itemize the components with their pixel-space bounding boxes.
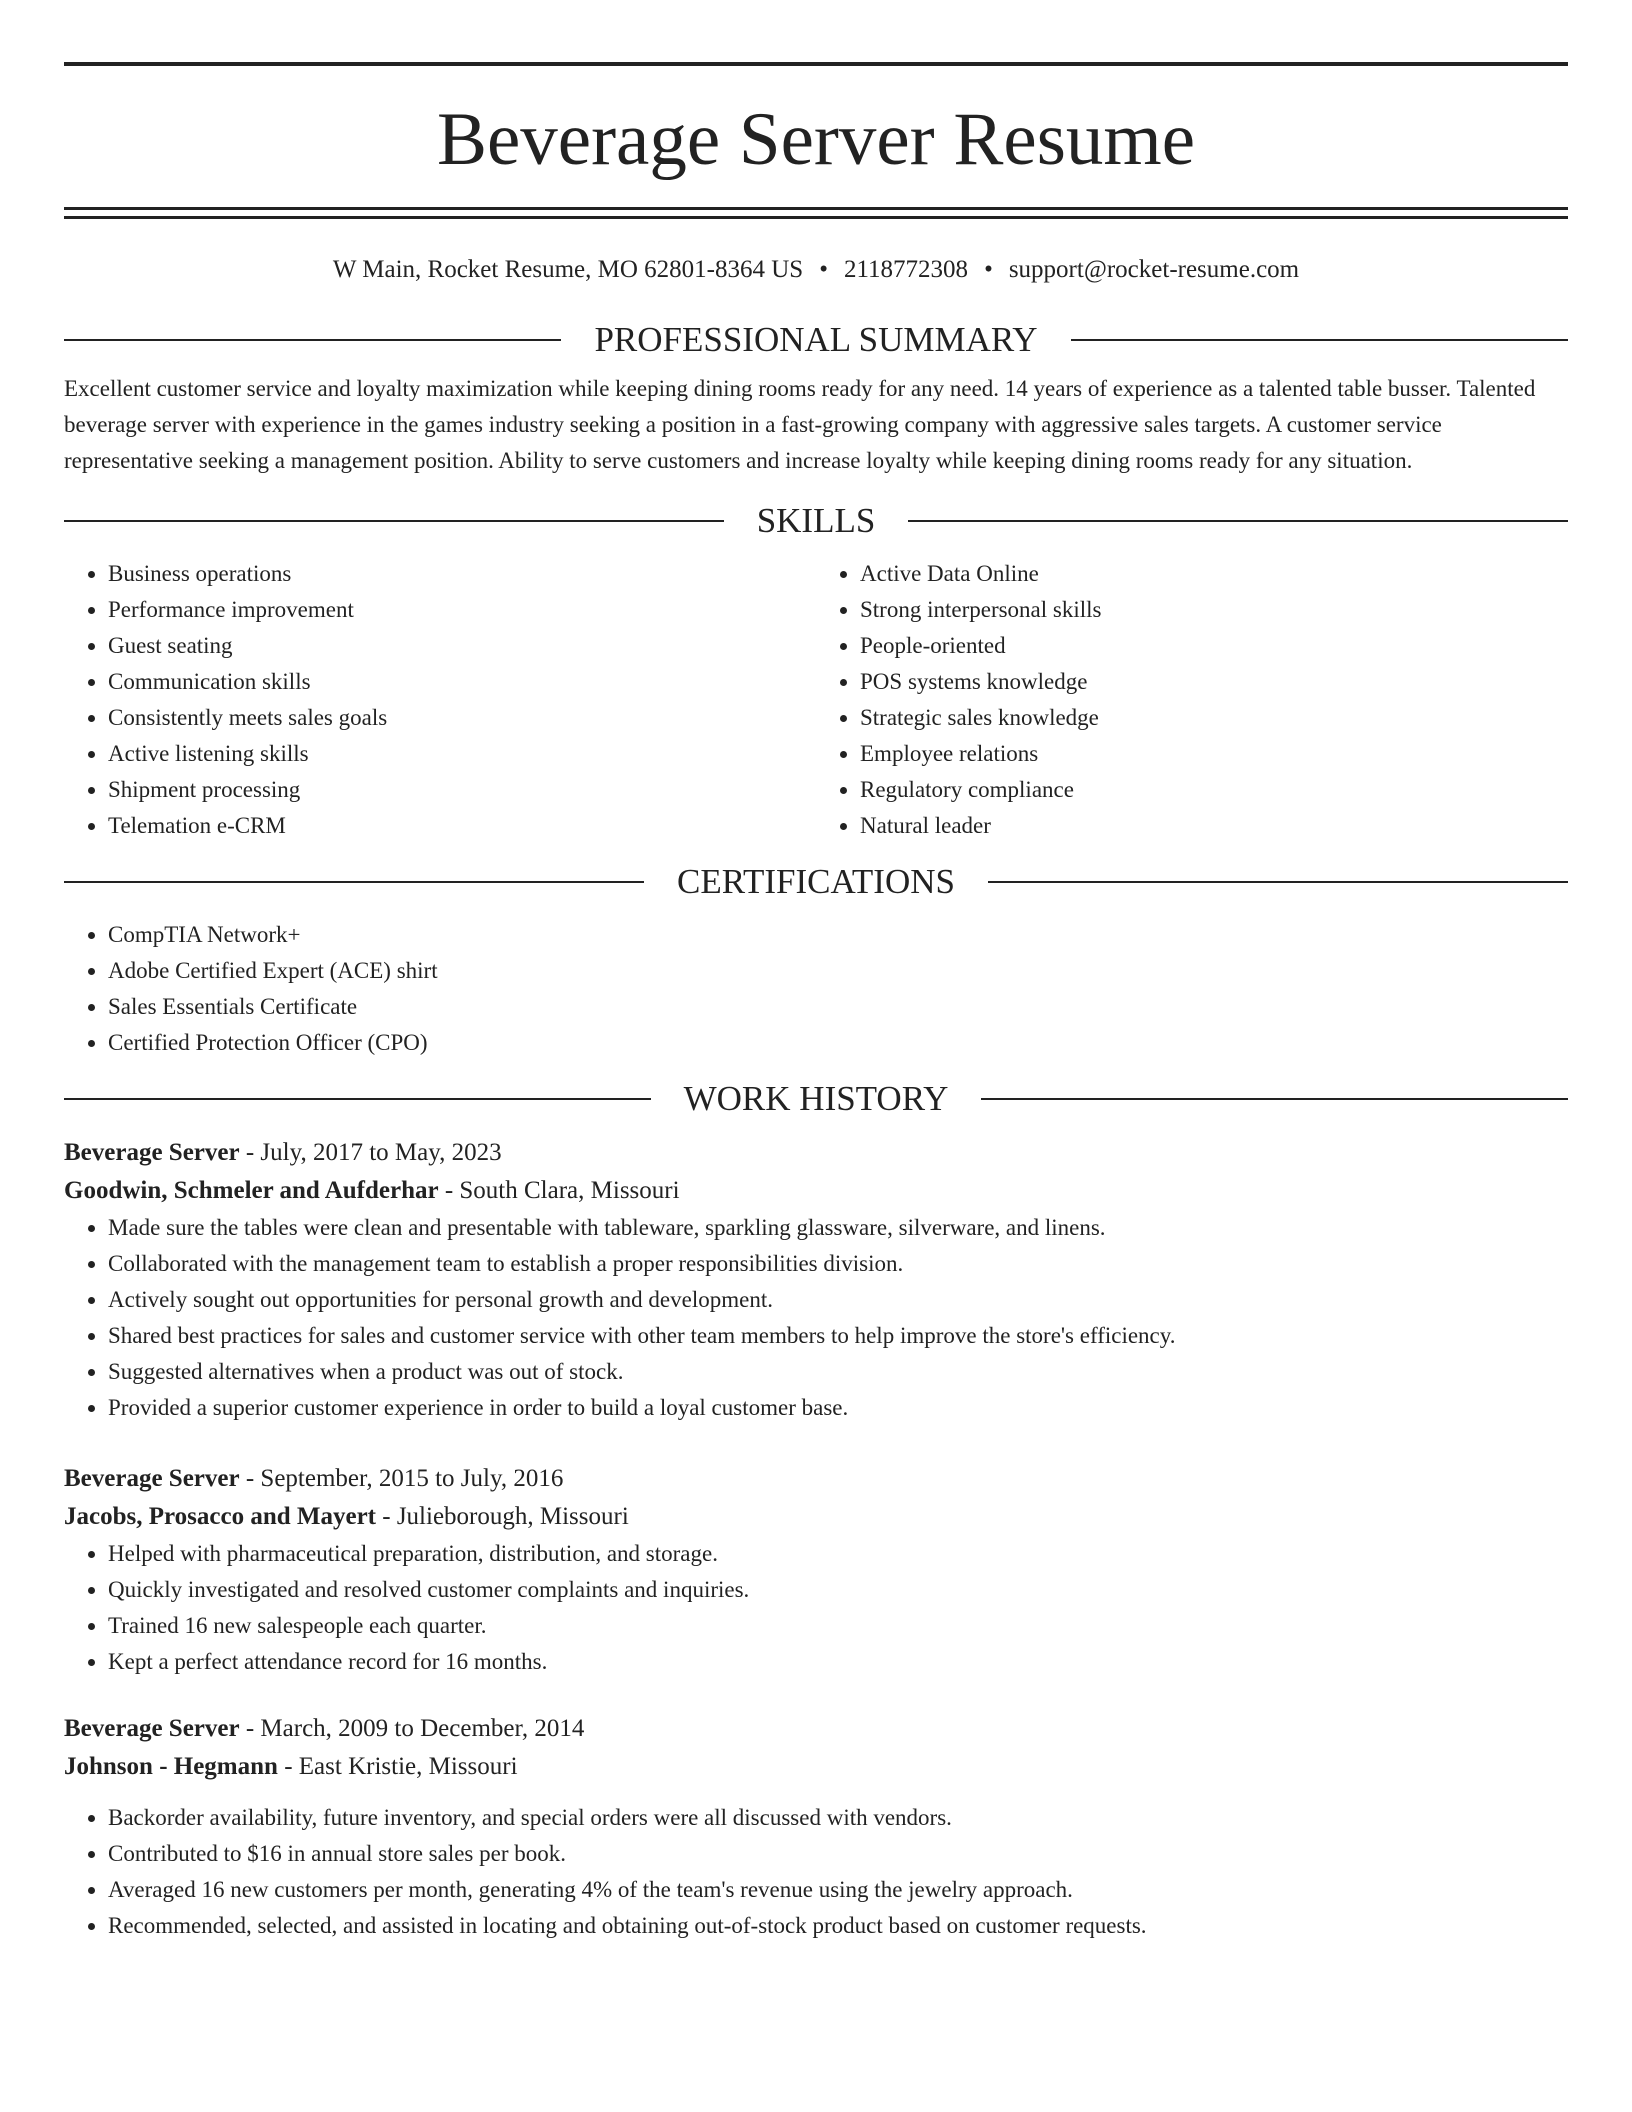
list-item: • Kept a perfect attendance record for 16 months. [108, 1644, 1568, 1680]
list-item: • Trained 16 new salespeople each quarter. [108, 1608, 1568, 1644]
contact-address: W Main, Rocket Resume, MO 62801-8364 US [332, 256, 804, 283]
resume-title: Beverage Server Resume [436, 98, 1196, 181]
list-item: • Recommended, selected, and assisted in locating and obtaining out-of-stock product based on customer requests. [108, 1908, 1568, 1944]
contact-line [64, 257, 1568, 282]
certifications-heading: CERTIFICATIONS [64, 864, 1568, 899]
job-title: Beverage Server [64, 1139, 240, 1166]
job-company-line [64, 1748, 1568, 1786]
job-entry [64, 1134, 1568, 1426]
summary-text: Excellent customer service and loyalty maximization while keeping dining rooms ready for any need. 14 years of experience as a talented table busser. Talented beverage server with experience in the games industry seeking a position in a fast-growing company with aggressive sales targets. A customer service representative seeking a management position. Ability to serve customers and increase loyalty while keeping dining rooms ready for any situation. [64, 376, 1536, 473]
list-item: • Shipment processing [108, 772, 816, 808]
job-title-line [64, 1710, 1568, 1748]
list-item: • Natural leader [860, 808, 1568, 844]
list-item: • Provided a superior customer experience in order to build a loyal customer base. [108, 1390, 1568, 1426]
skills-list [64, 556, 1568, 844]
job-company: Goodwin, Schmeler and Aufderhar [64, 1177, 439, 1204]
job-company: Johnson - Hegmann [64, 1753, 278, 1780]
job-entry [64, 1460, 1568, 1680]
list-item: • Guest seating [108, 628, 816, 664]
job-company-line [64, 1498, 1568, 1536]
job-title-line [64, 1134, 1568, 1172]
job-dates: - July, 2017 to May, 2023 [239, 1139, 502, 1166]
list-item: • Actively sought out opportunities for personal growth and development. [108, 1282, 1568, 1318]
list-item: • Helped with pharmaceutical preparation, distribution, and storage. [108, 1536, 1568, 1572]
list-item: • POS systems knowledge [860, 664, 1568, 700]
list-item: • Telemation e-CRM [108, 808, 816, 844]
list-item: • Contributed to $16 in annual store sales per book. [108, 1836, 1568, 1872]
list-item: • People-oriented [860, 628, 1568, 664]
list-item: • Active Data Online [860, 556, 1568, 592]
job-title-line [64, 1460, 1568, 1498]
skills-left-column [64, 556, 816, 844]
list-item: • Active listening skills [108, 736, 816, 772]
job-duties [64, 1536, 1568, 1680]
list-item: • Regulatory compliance [860, 772, 1568, 808]
certifications-list [64, 917, 1568, 1061]
list-item: • Performance improvement [108, 592, 816, 628]
list-item: • Business operations [108, 556, 816, 592]
list-item: • Backorder availability, future inventory, and special orders were all discussed with vendors. [108, 1800, 1568, 1836]
list-item: • Quickly investigated and resolved customer complaints and inquiries. [108, 1572, 1568, 1608]
list-item: • Suggested alternatives when a product was out of stock. [108, 1354, 1568, 1390]
skills-heading: SKILLS [64, 503, 1568, 538]
job-location: - South Clara, Missouri [438, 1177, 680, 1204]
list-item: • Shared best practices for sales and customer service with other team members to help improve the store's efficiency. [108, 1318, 1568, 1354]
work-history-heading: WORK HISTORY [64, 1081, 1568, 1116]
job-location: - Julieborough, Missouri [376, 1503, 629, 1530]
title-double-rule [64, 207, 1568, 219]
list-item: • CompTIA Network+ [108, 917, 1568, 953]
job-company-line [64, 1172, 1568, 1210]
job-location: - East Kristie, Missouri [277, 1753, 518, 1780]
list-item: • Strong interpersonal skills [860, 592, 1568, 628]
contact-separator: • [819, 256, 828, 283]
job-dates: - March, 2009 to December, 2014 [239, 1715, 585, 1742]
contact-email: support@rocket-resume.com [1008, 256, 1300, 283]
job-title: Beverage Server [64, 1715, 240, 1742]
list-item: • Sales Essentials Certificate [108, 989, 1568, 1025]
job-dates: - September, 2015 to July, 2016 [239, 1465, 564, 1492]
top-rule [64, 62, 1568, 66]
list-item: • Strategic sales knowledge [860, 700, 1568, 736]
job-duties [64, 1210, 1568, 1426]
list-item: • Adobe Certified Expert (ACE) shirt [108, 953, 1568, 989]
contact-phone: 2118772308 [843, 256, 969, 283]
list-item: • Collaborated with the management team to establish a proper responsibilities division. [108, 1246, 1568, 1282]
list-item: • Communication skills [108, 664, 816, 700]
job-duties [64, 1800, 1568, 1944]
list-item: • Certified Protection Officer (CPO) [108, 1025, 1568, 1061]
skills-right-column [816, 556, 1568, 844]
job-entry [64, 1710, 1568, 1944]
job-company: Jacobs, Prosacco and Mayert [64, 1503, 376, 1530]
job-title: Beverage Server [64, 1465, 240, 1492]
contact-separator: • [984, 256, 993, 283]
list-item: • Made sure the tables were clean and presentable with tableware, sparkling glassware, silverware, and linens. [108, 1210, 1568, 1246]
list-item: • Averaged 16 new customers per month, generating 4% of the team's revenue using the jewelry approach. [108, 1872, 1568, 1908]
list-item: • Consistently meets sales goals [108, 700, 816, 736]
summary-heading: PROFESSIONAL SUMMARY [64, 322, 1568, 357]
list-item: • Employee relations [860, 736, 1568, 772]
